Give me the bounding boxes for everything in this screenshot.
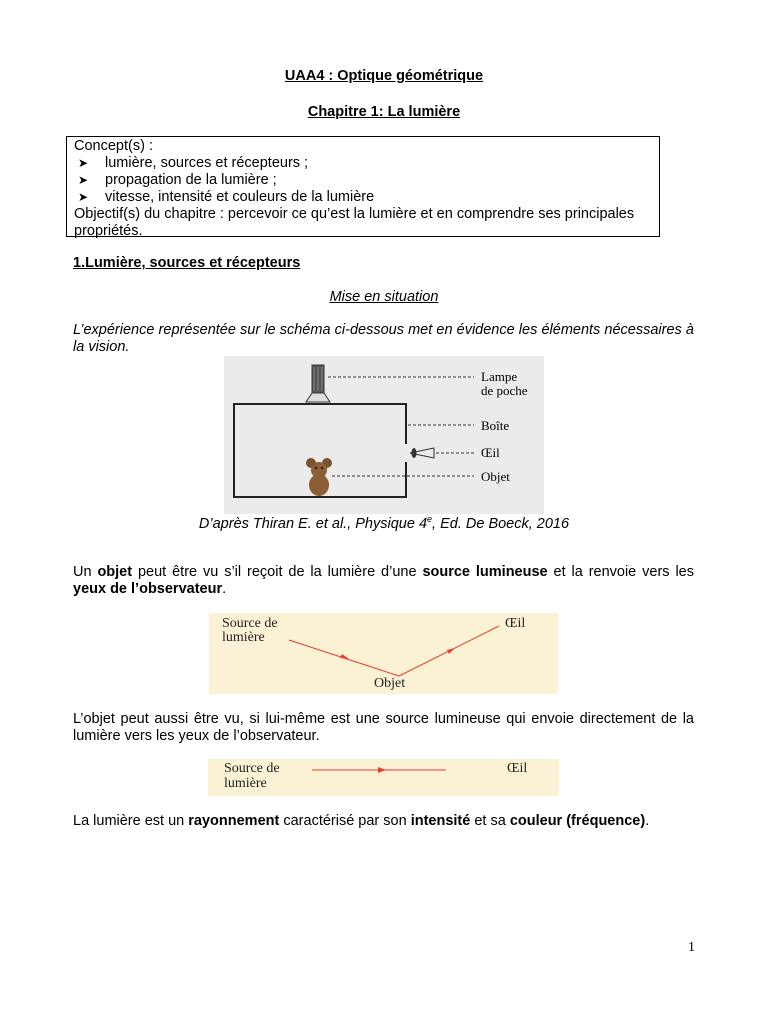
label-eye: Œil [505, 616, 526, 631]
label-lamp: Lampe de poche [481, 369, 528, 398]
chapter-objective: Objectif(s) du chapitre : percevoir ce qu’est la lumière et en comprendre ses principales propriétés. [74, 206, 635, 239]
label-eye: Œil [481, 445, 500, 460]
arrow-bullet-icon: ➤ [78, 190, 89, 204]
concept-item: ➤ lumière, sources et récepteurs ; [78, 155, 309, 171]
concept-item: ➤ vitesse, intensité et couleurs de la lumière [78, 189, 375, 205]
paragraph-self-source: L’objet peut aussi être vu, si lui-même est une source lumineuse qui envoie directement de la lumière vers les yeux de l’observateur. [73, 711, 694, 744]
experiment-diagram [224, 356, 544, 514]
teddy-bear-icon [306, 458, 332, 496]
intro-paragraph: L’expérience représentée sur le schéma ci-dessous met en évidence les éléments nécessaires à la vision. [73, 322, 694, 355]
section-heading: 1.Lumière, sources et récepteurs [73, 255, 301, 271]
paragraph-object-seen: Un objet peut être vu s’il reçoit de la lumière d’une source lumineuse et la renvoie vers les yeux de l’observateur. [73, 564, 694, 597]
concept-item: ➤ propagation de la lumière ; [78, 172, 277, 188]
reflection-diagram [209, 613, 558, 694]
label-light-source: Source de lumière [224, 761, 280, 791]
chapter-title: Chapitre 1: La lumière [307, 104, 461, 120]
concepts-box [66, 136, 660, 237]
arrow-bullet-icon: ➤ [78, 156, 89, 170]
page-number: 1 [688, 940, 695, 955]
eye-icon [410, 448, 434, 458]
section-subtitle: Mise en situation [329, 289, 439, 305]
paragraph-radiation: La lumière est un rayonnement caractérisé par son intensité et sa couleur (fréquence). [73, 813, 650, 829]
label-box: Boîte [481, 418, 510, 433]
page-title: UAA4 : Optique géométrique [284, 68, 484, 84]
concepts-heading: Concept(s) : [74, 138, 153, 154]
direct-light-diagram [208, 759, 559, 796]
label-eye: Œil [507, 761, 528, 776]
label-light-source: Source de lumière [222, 616, 278, 645]
figure-caption: D’après Thiran E. et al., Physique 4e, Ed. De Boeck, 2016 [198, 514, 570, 532]
arrow-bullet-icon: ➤ [78, 173, 89, 187]
label-object: Objet [481, 469, 510, 484]
label-object: Objet [374, 676, 406, 691]
